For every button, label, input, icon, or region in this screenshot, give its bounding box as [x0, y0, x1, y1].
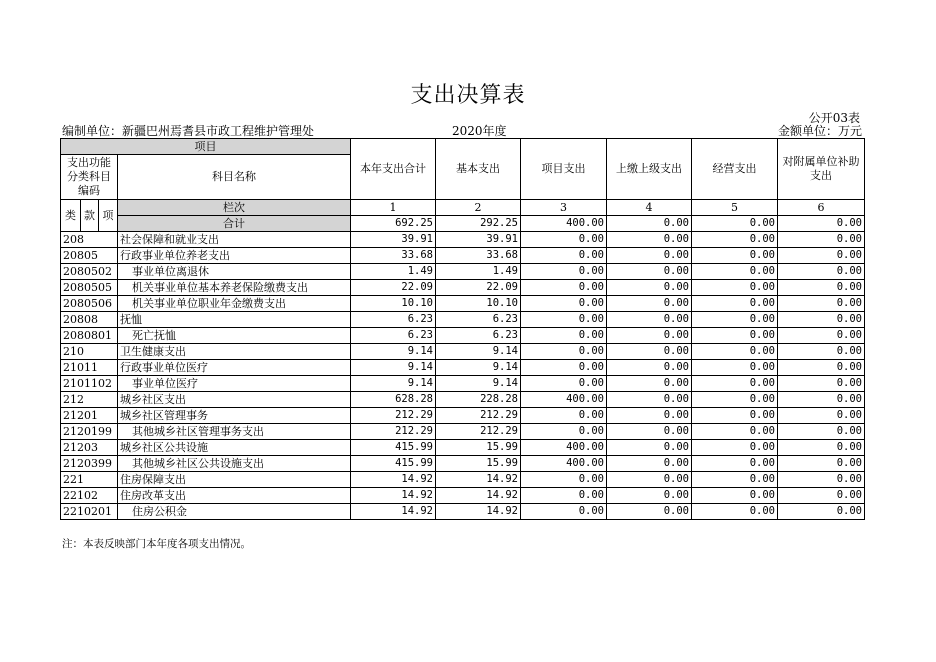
expenditure-table	[60, 138, 865, 520]
amount-cell: 0.00	[607, 296, 692, 312]
amount-cell: 0.00	[692, 232, 778, 248]
subject-code: 22102	[61, 488, 118, 504]
subject-name: 住房保障支出	[118, 472, 351, 488]
amount-cell: 0.00	[607, 392, 692, 408]
amount-cell: 0.00	[607, 408, 692, 424]
amount-cell: 0.00	[778, 248, 865, 264]
amount-cell: 0.00	[521, 232, 607, 248]
amount-cell: 6.23	[351, 328, 436, 344]
money-unit: 金额单位：万元	[777, 124, 862, 138]
amount-cell: 0.00	[692, 472, 778, 488]
amount-cell: 33.68	[351, 248, 436, 264]
header-lei: 类	[61, 200, 81, 232]
footnote: 注：本表反映部门本年度各项支出情况。	[62, 538, 251, 550]
amount-cell: 6.23	[436, 328, 521, 344]
amount-cell: 212.29	[436, 408, 521, 424]
table-row	[61, 440, 865, 456]
amount-cell: 0.00	[521, 296, 607, 312]
amount-cell: 400.00	[521, 456, 607, 472]
amount-cell: 0.00	[778, 360, 865, 376]
amount-cell: 0.00	[778, 264, 865, 280]
col-header: 上缴上级支出	[607, 139, 692, 200]
amount-cell: 400.00	[521, 392, 607, 408]
table-row	[61, 392, 865, 408]
subject-name: 城乡社区支出	[118, 392, 351, 408]
amount-cell: 0.00	[778, 424, 865, 440]
report-year: 2020年度	[452, 124, 507, 138]
subject-code: 2101102	[61, 376, 118, 392]
amount-cell: 33.68	[436, 248, 521, 264]
subject-name: 住房公积金	[118, 504, 351, 520]
amount-cell: 14.92	[436, 504, 521, 520]
subject-code: 21203	[61, 440, 118, 456]
amount-cell: 0.00	[778, 232, 865, 248]
subject-name: 机关事业单位基本养老保险缴费支出	[118, 280, 351, 296]
subject-name: 住房改革支出	[118, 488, 351, 504]
table-row	[61, 312, 865, 328]
amount-cell: 9.14	[436, 344, 521, 360]
amount-cell: 22.09	[351, 280, 436, 296]
amount-cell: 39.91	[351, 232, 436, 248]
col-number: 5	[692, 200, 778, 216]
total-value: 292.25	[436, 216, 521, 232]
amount-cell: 39.91	[436, 232, 521, 248]
table-row	[61, 232, 865, 248]
table-row	[61, 472, 865, 488]
col-number: 3	[521, 200, 607, 216]
amount-cell: 212.29	[436, 424, 521, 440]
amount-cell: 0.00	[692, 344, 778, 360]
amount-cell: 0.00	[607, 280, 692, 296]
reporting-unit: 编制单位：新疆巴州焉耆县市政工程维护管理处	[62, 124, 315, 138]
subject-code: 2080505	[61, 280, 118, 296]
subject-name: 卫生健康支出	[118, 344, 351, 360]
amount-cell: 0.00	[521, 376, 607, 392]
amount-cell: 0.00	[692, 392, 778, 408]
amount-cell: 1.49	[436, 264, 521, 280]
amount-cell: 0.00	[521, 312, 607, 328]
amount-cell: 0.00	[692, 360, 778, 376]
amount-cell: 0.00	[692, 248, 778, 264]
amount-cell: 0.00	[692, 440, 778, 456]
amount-cell: 14.92	[436, 472, 521, 488]
amount-cell: 0.00	[521, 328, 607, 344]
subject-code: 20808	[61, 312, 118, 328]
col-header: 经营支出	[692, 139, 778, 200]
table-row	[61, 504, 865, 520]
amount-cell: 0.00	[778, 392, 865, 408]
amount-cell: 0.00	[692, 488, 778, 504]
total-value: 0.00	[692, 216, 778, 232]
header-lanci: 栏次	[118, 200, 351, 216]
amount-cell: 0.00	[607, 504, 692, 520]
amount-cell: 0.00	[778, 408, 865, 424]
amount-cell: 415.99	[351, 440, 436, 456]
col-header: 对附属单位补助支出	[778, 139, 865, 200]
subject-code: 21201	[61, 408, 118, 424]
amount-cell: 0.00	[778, 376, 865, 392]
col-number: 1	[351, 200, 436, 216]
amount-cell: 9.14	[351, 344, 436, 360]
amount-cell: 0.00	[521, 488, 607, 504]
col-number: 2	[436, 200, 521, 216]
amount-cell: 0.00	[521, 504, 607, 520]
amount-cell: 228.28	[436, 392, 521, 408]
amount-cell: 0.00	[778, 312, 865, 328]
amount-cell: 14.92	[436, 488, 521, 504]
subject-name: 事业单位离退休	[118, 264, 351, 280]
table-row	[61, 376, 865, 392]
subject-name: 死亡抚恤	[118, 328, 351, 344]
amount-cell: 0.00	[692, 296, 778, 312]
amount-cell: 0.00	[607, 360, 692, 376]
total-row	[61, 216, 865, 232]
amount-cell: 0.00	[778, 504, 865, 520]
subject-name: 行政事业单位医疗	[118, 360, 351, 376]
col-header: 基本支出	[436, 139, 521, 200]
table-row	[61, 456, 865, 472]
col-header: 项目支出	[521, 139, 607, 200]
amount-cell: 6.23	[436, 312, 521, 328]
total-value: 400.00	[521, 216, 607, 232]
amount-cell: 0.00	[692, 264, 778, 280]
subject-code: 2120199	[61, 424, 118, 440]
header-project: 项目	[61, 139, 351, 155]
amount-cell: 628.28	[351, 392, 436, 408]
subject-code: 20805	[61, 248, 118, 264]
amount-cell: 0.00	[692, 408, 778, 424]
subject-code: 2080502	[61, 264, 118, 280]
amount-cell: 0.00	[521, 264, 607, 280]
amount-cell: 14.92	[351, 504, 436, 520]
amount-cell: 15.99	[436, 456, 521, 472]
amount-cell: 0.00	[778, 280, 865, 296]
amount-cell: 6.23	[351, 312, 436, 328]
subject-name: 事业单位医疗	[118, 376, 351, 392]
amount-cell: 9.14	[351, 360, 436, 376]
total-value: 0.00	[607, 216, 692, 232]
table-row	[61, 296, 865, 312]
amount-cell: 0.00	[607, 328, 692, 344]
header-kuan: 款	[81, 200, 99, 232]
subject-name: 其他城乡社区公共设施支出	[118, 456, 351, 472]
amount-cell: 9.14	[436, 360, 521, 376]
subject-code: 212	[61, 392, 118, 408]
amount-cell: 15.99	[436, 440, 521, 456]
subject-name: 城乡社区公共设施	[118, 440, 351, 456]
amount-cell: 0.00	[607, 424, 692, 440]
col-number: 4	[607, 200, 692, 216]
amount-cell: 1.49	[351, 264, 436, 280]
table-row	[61, 360, 865, 376]
amount-cell: 0.00	[692, 424, 778, 440]
table-row	[61, 248, 865, 264]
subject-code: 2210201	[61, 504, 118, 520]
amount-cell: 0.00	[607, 488, 692, 504]
amount-cell: 22.09	[436, 280, 521, 296]
subject-code: 208	[61, 232, 118, 248]
form-number: 公开03表	[808, 111, 860, 125]
amount-cell: 0.00	[692, 280, 778, 296]
header-xiang: 项	[99, 200, 118, 232]
amount-cell: 9.14	[351, 376, 436, 392]
subject-code: 2120399	[61, 456, 118, 472]
amount-cell: 212.29	[351, 408, 436, 424]
amount-cell: 0.00	[521, 424, 607, 440]
amount-cell: 212.29	[351, 424, 436, 440]
amount-cell: 0.00	[692, 328, 778, 344]
amount-cell: 0.00	[778, 472, 865, 488]
table-row	[61, 424, 865, 440]
amount-cell: 0.00	[692, 456, 778, 472]
amount-cell: 400.00	[521, 440, 607, 456]
amount-cell: 0.00	[778, 488, 865, 504]
amount-cell: 0.00	[778, 456, 865, 472]
amount-cell: 0.00	[521, 360, 607, 376]
amount-cell: 0.00	[778, 344, 865, 360]
subject-code: 221	[61, 472, 118, 488]
header-subject-name: 科目名称	[118, 155, 351, 200]
amount-cell: 0.00	[607, 456, 692, 472]
amount-cell: 0.00	[778, 440, 865, 456]
amount-cell: 0.00	[521, 408, 607, 424]
amount-cell: 9.14	[436, 376, 521, 392]
amount-cell: 0.00	[607, 440, 692, 456]
amount-cell: 0.00	[607, 344, 692, 360]
total-label: 合计	[118, 216, 351, 232]
amount-cell: 0.00	[521, 344, 607, 360]
amount-cell: 415.99	[351, 456, 436, 472]
total-value: 0.00	[778, 216, 865, 232]
amount-cell: 10.10	[351, 296, 436, 312]
col-header: 本年支出合计	[351, 139, 436, 200]
subject-name: 行政事业单位养老支出	[118, 248, 351, 264]
amount-cell: 0.00	[692, 504, 778, 520]
amount-cell: 0.00	[607, 264, 692, 280]
amount-cell: 10.10	[436, 296, 521, 312]
amount-cell: 0.00	[692, 312, 778, 328]
amount-cell: 0.00	[521, 248, 607, 264]
subject-code: 21011	[61, 360, 118, 376]
amount-cell: 0.00	[521, 472, 607, 488]
table-row	[61, 488, 865, 504]
subject-code: 2080506	[61, 296, 118, 312]
table-row	[61, 328, 865, 344]
amount-cell: 14.92	[351, 472, 436, 488]
subject-name: 社会保障和就业支出	[118, 232, 351, 248]
amount-cell: 0.00	[692, 376, 778, 392]
amount-cell: 0.00	[607, 376, 692, 392]
subject-name: 其他城乡社区管理事务支出	[118, 424, 351, 440]
amount-cell: 0.00	[607, 232, 692, 248]
table-row	[61, 344, 865, 360]
subject-name: 机关事业单位职业年金缴费支出	[118, 296, 351, 312]
amount-cell: 14.92	[351, 488, 436, 504]
subject-name: 城乡社区管理事务	[118, 408, 351, 424]
amount-cell: 0.00	[778, 296, 865, 312]
amount-cell: 0.00	[521, 280, 607, 296]
page-title: 支出决算表	[410, 83, 526, 108]
header-func-code: 支出功能分类科目编码	[61, 155, 118, 200]
table-row	[61, 280, 865, 296]
amount-cell: 0.00	[778, 328, 865, 344]
total-value: 692.25	[351, 216, 436, 232]
col-number: 6	[778, 200, 865, 216]
subject-code: 210	[61, 344, 118, 360]
table-row	[61, 264, 865, 280]
table-row	[61, 408, 865, 424]
amount-cell: 0.00	[607, 312, 692, 328]
amount-cell: 0.00	[607, 472, 692, 488]
subject-name: 抚恤	[118, 312, 351, 328]
subject-code: 2080801	[61, 328, 118, 344]
amount-cell: 0.00	[607, 248, 692, 264]
